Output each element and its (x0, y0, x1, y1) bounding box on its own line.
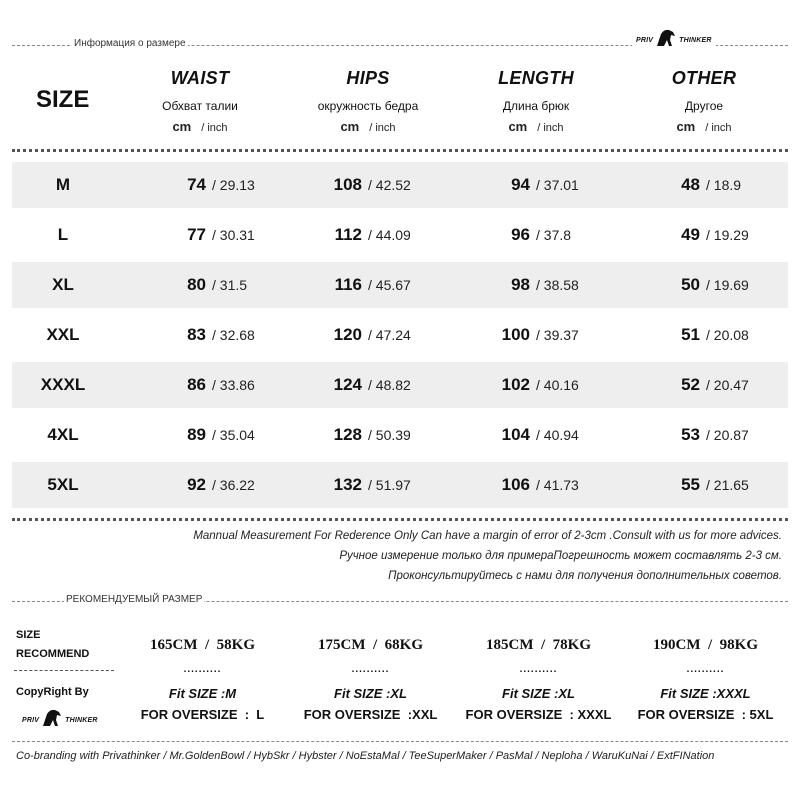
length-inch: / 39.37 (536, 327, 579, 343)
hips-inch: / 51.97 (368, 477, 411, 493)
size-cell: M (55, 175, 71, 194)
other-inch: / 20.08 (706, 327, 749, 343)
length-inch: / 37.01 (536, 177, 579, 193)
hips-unit-cm: cm (340, 119, 360, 134)
other-cm: 48 (681, 175, 700, 194)
other-inch: / 20.47 (706, 377, 749, 393)
waist-cm: 92 (187, 475, 206, 494)
length-inch: / 40.94 (536, 427, 579, 443)
note-russian-2: Проконсультируйтесь с нами для получения дополнительных советов. (388, 570, 782, 582)
hips-inch: / 48.82 (368, 377, 411, 393)
waist-cm: 83 (187, 325, 206, 344)
length-inch: / 38.58 (536, 277, 579, 293)
length-inch: / 37.8 (536, 227, 572, 243)
recommend-section-label: РЕКОМЕНДУЕМЫЙ РАЗМЕР (66, 594, 203, 605)
length-cm: 94 (511, 175, 530, 194)
waist-cm: 77 (187, 225, 206, 244)
other-inch: / 19.69 (706, 277, 749, 293)
size-cell: XXL (46, 325, 80, 344)
other-cm: 49 (681, 225, 700, 244)
waist-inch: / 31.5 (212, 277, 248, 293)
length-cm: 104 (501, 425, 530, 444)
brand-logo-bottom-left-text: PRIV (22, 717, 40, 724)
recommend-height-weight: 190CM / 98KG (653, 637, 758, 653)
size-cell: XXXL (40, 375, 86, 394)
other-cm: 55 (681, 475, 700, 494)
other-cm: 53 (681, 425, 700, 444)
other-inch: / 21.65 (706, 477, 749, 493)
other-unit-inch: / inch (705, 122, 732, 134)
size-cell: 5XL (47, 475, 79, 494)
size-cell: XL (52, 275, 74, 294)
recommend-oversize: FOR OVERSIZE : XXXL (465, 707, 612, 722)
size-column-title: SIZE (36, 86, 90, 113)
waist-cm: 86 (187, 375, 206, 394)
recommend-height-weight: 175CM / 68KG (318, 637, 423, 653)
recommend-fit-size: Fit SIZE :XL (502, 686, 575, 701)
hips-cm: 132 (333, 475, 362, 494)
other-inch: / 19.29 (706, 227, 749, 243)
recommend-fit-size: Fit SIZE :M (168, 686, 237, 701)
waist-cm: 89 (187, 425, 206, 444)
waist-inch: / 35.04 (212, 427, 255, 443)
other-ru-label: Другое (684, 99, 724, 113)
waist-inch: / 30.31 (212, 227, 255, 243)
waist-inch: / 29.13 (212, 177, 255, 193)
other-cm: 51 (681, 325, 700, 344)
waist-inch: / 36.22 (212, 477, 255, 493)
co-branding-footer: Co-branding with Privathinker / Mr.GoldenBowl / HybSkr / Hybster / NoEstaMal / TeeSuperMaker / PasMal / Neploha / WaruKuNai / ExtFINation (16, 750, 715, 762)
recommend-fit-size: Fit SIZE :XL (334, 686, 407, 701)
hips-cm: 116 (334, 275, 362, 294)
length-unit-cm: cm (508, 119, 528, 134)
size-recommend-label (16, 627, 89, 662)
hips-cm: 108 (333, 175, 362, 194)
length-cm: 102 (501, 375, 530, 394)
recommend-item (120, 0, 285, 740)
recommend-oversize: FOR OVERSIZE :XXL (303, 707, 438, 722)
note-english: Mannual Measurement For Rederence Only Can have a margin of error of 2-3cm .Consult with us for more advices. (193, 530, 782, 542)
length-cm: 100 (501, 325, 530, 344)
hips-title: HIPS (346, 68, 390, 88)
recommend-item (288, 0, 453, 740)
waist-title: WAIST (170, 68, 230, 88)
length-inch: / 40.16 (536, 377, 579, 393)
recommend-dots: .......... (686, 664, 725, 675)
brand-logo-right-text: THINKER (679, 37, 712, 44)
length-cm: 106 (501, 475, 530, 494)
hips-cm: 112 (334, 225, 362, 244)
waist-unit-inch: / inch (201, 122, 228, 134)
hips-cm: 120 (333, 325, 362, 344)
recommend-oversize: FOR OVERSIZE : 5XL (637, 707, 774, 722)
brand-logo-bottom (22, 708, 98, 733)
note-russian-1: Ручное измерение только для примераПогрешность может составлять 2-3 см. (339, 550, 782, 562)
info-section-label: Информация о размере (74, 38, 186, 49)
hips-inch: / 42.52 (368, 177, 411, 193)
length-cm: 98 (511, 275, 530, 294)
panther-icon (41, 708, 63, 733)
brand-logo-bottom-right-text: THINKER (65, 717, 98, 724)
hips-inch: / 45.67 (368, 277, 411, 293)
hips-cm: 128 (333, 425, 362, 444)
brand-logo-left-text: PRIV (636, 37, 654, 44)
recommend-oversize: FOR OVERSIZE : L (140, 707, 265, 722)
hips-ru-label: окружность бедра (317, 99, 419, 113)
footer-divider (12, 741, 788, 742)
recommend-item (456, 0, 621, 740)
other-cm: 52 (681, 375, 700, 394)
recommend-dots: .......... (351, 664, 390, 675)
recommend-dots: .......... (519, 664, 558, 675)
waist-unit-cm: cm (172, 119, 192, 134)
copyright-label: CopyRight By (16, 686, 89, 698)
size-cell: 4XL (47, 425, 79, 444)
other-unit-cm: cm (676, 119, 696, 134)
hips-inch: / 50.39 (368, 427, 411, 443)
waist-inch: / 32.68 (212, 327, 255, 343)
length-inch: / 41.73 (536, 477, 579, 493)
recommend-left-divider (14, 670, 114, 671)
length-ru-label: Длина брюк (502, 99, 570, 113)
waist-cm: 80 (187, 275, 206, 294)
size-recommend-line-1: SIZE (16, 629, 41, 641)
length-title: LENGTH (498, 68, 574, 88)
recommend-height-weight: 185CM / 78KG (486, 637, 591, 653)
length-unit-inch: / inch (537, 122, 564, 134)
other-inch: / 20.87 (706, 427, 749, 443)
recommend-item (623, 0, 788, 740)
waist-cm: 74 (187, 175, 206, 194)
hips-inch: / 44.09 (368, 227, 411, 243)
other-inch: / 18.9 (706, 177, 742, 193)
other-title: OTHER (671, 68, 737, 88)
length-cm: 96 (511, 225, 530, 244)
hips-cm: 124 (333, 375, 362, 394)
hips-inch: / 47.24 (368, 327, 411, 343)
waist-inch: / 33.86 (212, 377, 255, 393)
recommend-height-weight: 165CM / 58KG (150, 637, 255, 653)
recommend-fit-size: Fit SIZE :XXXL (660, 686, 751, 701)
recommend-dots: .......... (183, 664, 222, 675)
other-cm: 50 (681, 275, 700, 294)
size-cell: L (57, 225, 69, 244)
size-recommend-line-2: RECOMMEND (16, 648, 90, 660)
waist-ru-label: Обхват талии (162, 99, 238, 113)
hips-unit-inch: / inch (369, 122, 396, 134)
